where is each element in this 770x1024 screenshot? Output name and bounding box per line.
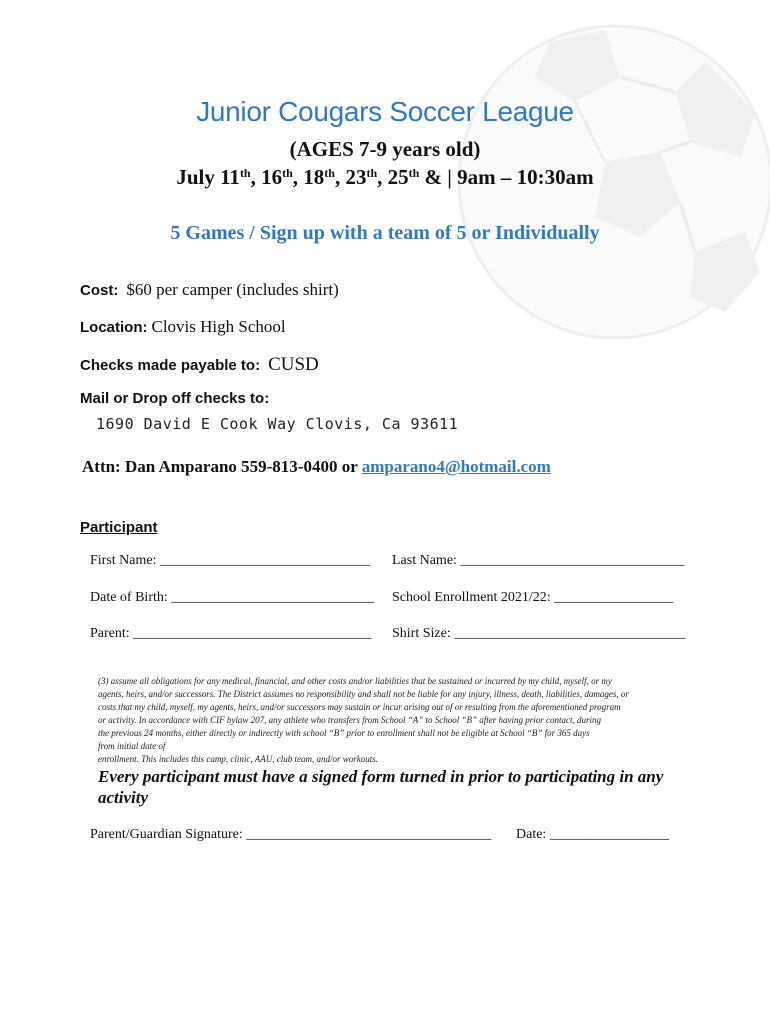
location-label: Location: [80,319,148,336]
first-name-field[interactable]: First Name: ______________________________ [90,553,370,568]
participant-heading: Participant [80,519,158,536]
location-value: Clovis High School [151,317,286,336]
cost-value: $60 per camper (includes shirt) [126,280,339,299]
page-title: Junior Cougars Soccer League [196,96,574,127]
signed-form-notice: Every participant must have a signed form turned in prior to participating in any activity [98,767,664,807]
last-name-field[interactable]: Last Name: ________________________________ [392,553,685,568]
attention-line: Attn: Dan Amparano 559-813-0400 or amparano4@hotmail.com [82,457,551,476]
shirt-size-field[interactable]: Shirt Size: _________________________________ [392,626,686,641]
email-link[interactable]: amparano4@hotmail.com [361,457,551,476]
checks-row [80,354,319,376]
location-row [80,317,286,337]
parent-field[interactable]: Parent: __________________________________ [90,626,372,641]
signature-field[interactable]: Parent/Guardian Signature: ___________________________________ [90,827,492,842]
games-subtitle: 5 Games / Sign up with a team of 5 or Individually [170,222,600,244]
date-field[interactable]: Date: _________________ [516,827,669,842]
cost-label: Cost: [80,282,119,299]
date-of-birth-field[interactable]: Date of Birth: _____________________________ [90,590,375,605]
schedule-dates: July 11th, 16th, 18th, 23th, 25th & | 9am – 10:30am [176,165,594,189]
cost-row [80,280,339,300]
checks-value: CUSD [268,354,319,375]
school-enrollment-field[interactable]: School Enrollment 2021/22: _________________ [392,590,674,605]
liability-disclaimer: (3) assume all obligations for any medical, financial, and other costs and/or liabilities that be sustained or incurred by my child, myself, or my agents, heirs, and/or successors. The District assumes no responsibility and shall not be liable for any injury, illness, death, liabilities, damages, or costs that my child, myself, my agents, heirs, and/or successors may sustain or incur arising out of or resulting from the aforementioned program or activity. In accordance with CIF bylaw 207, any athlete who transfers from School “A” to School “B” after having prior contact, during the previous 24 months, either directly or indirectly with school “B” prior to enrollment shall not be eligible at School “B” for 365 days from initial date of enrollment. This includes this camp, clinic, AAU, club team, and/or workouts. [98,676,629,764]
mailing-address: 1690 David E Cook Way Clovis, Ca 93611 [96,415,459,433]
age-range: (AGES 7-9 years old) [289,137,481,161]
mail-label: Mail or Drop off checks to: [80,390,270,407]
checks-label: Checks made payable to: [80,357,261,374]
